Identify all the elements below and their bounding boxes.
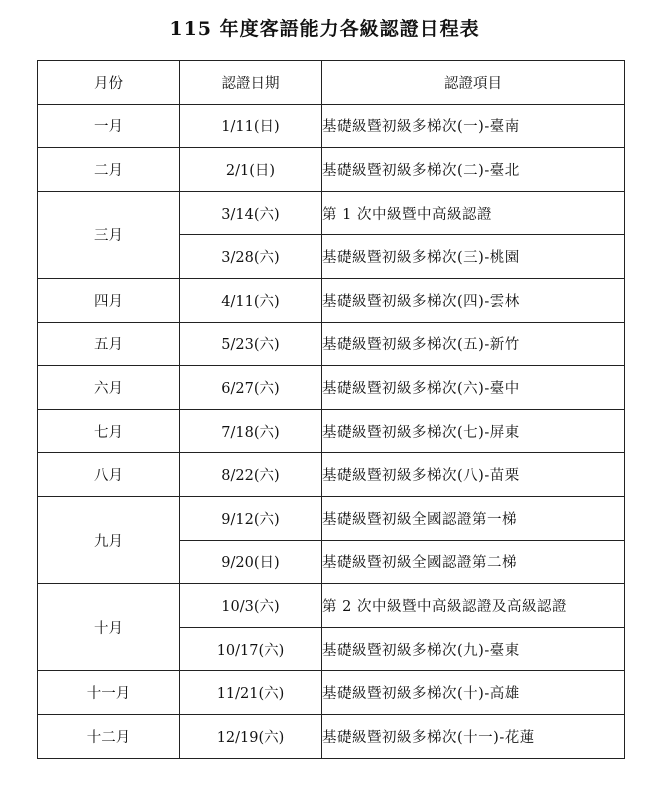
table-row [38,191,625,235]
item-cell: 基礎級暨初級多梯次(二)-臺北 [322,148,625,192]
page-title: 115 年度客語能力各級認證日程表 [169,18,480,40]
item-cell: 第 2 次中級暨中高級認證及高級認證 [322,584,625,628]
table-header [38,61,625,105]
date-cell: 12/19(六) [180,714,322,758]
date-cell: 4/11(六) [180,278,322,322]
date-cell: 6/27(六) [180,366,322,410]
date-cell: 10/3(六) [180,584,322,628]
date-cell: 7/18(六) [180,409,322,453]
table-row [38,322,625,366]
month-cell: 四月 [38,278,180,322]
month-cell: 七月 [38,409,180,453]
month-cell: 三月 [38,191,180,278]
table-row [38,278,625,322]
date-cell: 9/20(日) [180,540,322,584]
date-cell: 9/12(六) [180,496,322,540]
table-row [38,409,625,453]
header-item: 認證項目 [322,61,625,105]
date-cell: 3/14(六) [180,191,322,235]
table-row [38,584,625,628]
item-cell: 基礎級暨初級多梯次(十)-高雄 [322,671,625,715]
table-row [38,148,625,192]
table-row [38,671,625,715]
item-cell: 基礎級暨初級多梯次(五)-新竹 [322,322,625,366]
table-row [38,714,625,758]
month-cell: 十一月 [38,671,180,715]
month-cell: 八月 [38,453,180,497]
header-date: 認證日期 [180,61,322,105]
date-cell: 1/11(日) [180,104,322,148]
month-cell: 一月 [38,104,180,148]
month-cell: 十月 [38,584,180,671]
date-cell: 10/17(六) [180,627,322,671]
date-cell: 5/23(六) [180,322,322,366]
header-row [38,61,625,105]
date-cell: 11/21(六) [180,671,322,715]
month-cell: 九月 [38,496,180,583]
schedule-table [37,60,625,759]
table-row [38,104,625,148]
item-cell: 基礎級暨初級全國認證第一梯 [322,496,625,540]
table-row [38,366,625,410]
table-row [38,453,625,497]
item-cell: 基礎級暨初級多梯次(七)-屏東 [322,409,625,453]
month-cell: 五月 [38,322,180,366]
date-cell: 3/28(六) [180,235,322,279]
item-cell: 基礎級暨初級多梯次(八)-苗栗 [322,453,625,497]
month-cell: 十二月 [38,714,180,758]
item-cell: 基礎級暨初級多梯次(十一)-花蓮 [322,714,625,758]
table-row [38,496,625,540]
item-cell: 基礎級暨初級全國認證第二梯 [322,540,625,584]
item-cell: 第 1 次中級暨中高級認證 [322,191,625,235]
header-month: 月份 [38,61,180,105]
item-cell: 基礎級暨初級多梯次(四)-雲林 [322,278,625,322]
date-cell: 8/22(六) [180,453,322,497]
table-body [38,104,625,758]
item-cell: 基礎級暨初級多梯次(一)-臺南 [322,104,625,148]
month-cell: 六月 [38,366,180,410]
date-cell: 2/1(日) [180,148,322,192]
item-cell: 基礎級暨初級多梯次(九)-臺東 [322,627,625,671]
item-cell: 基礎級暨初級多梯次(六)-臺中 [322,366,625,410]
item-cell: 基礎級暨初級多梯次(三)-桃園 [322,235,625,279]
month-cell: 二月 [38,148,180,192]
